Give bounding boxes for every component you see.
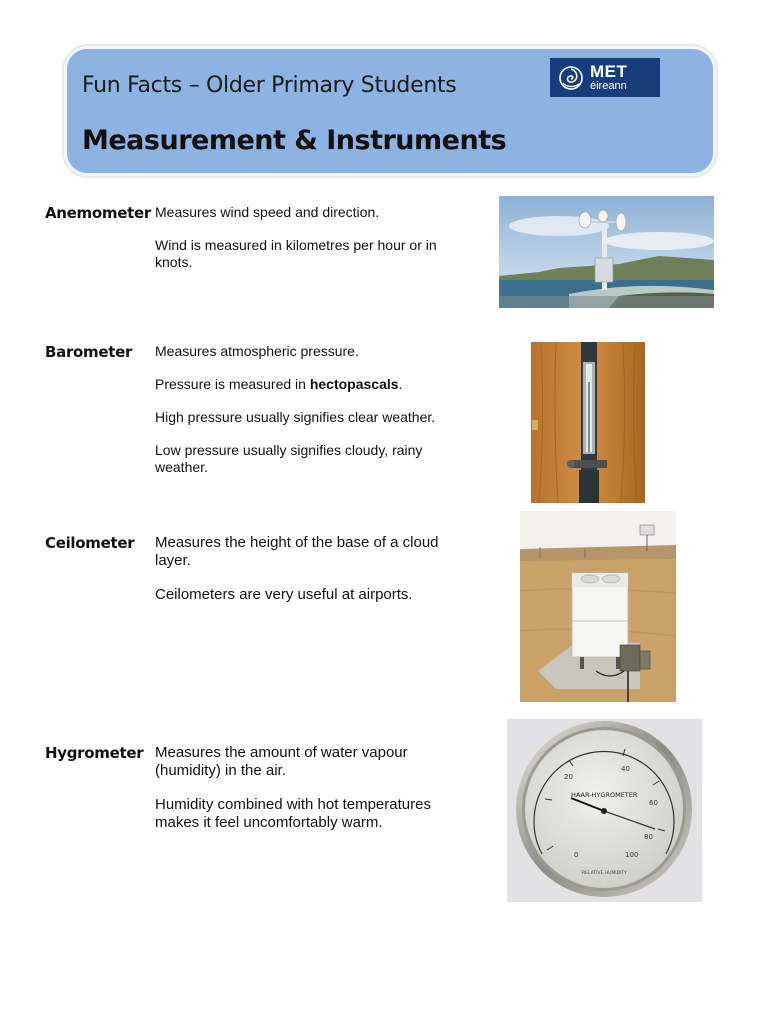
dial-bottom-text: RELATIVE HUMIDITY bbox=[582, 871, 627, 876]
hygrometer-photo bbox=[507, 719, 702, 902]
dial-label-40: 40 bbox=[621, 765, 630, 773]
dial-label-60: 60 bbox=[649, 799, 658, 807]
fact-text: Measures the height of the base of a cloud layer. bbox=[155, 534, 439, 569]
anemometer-photo bbox=[499, 196, 714, 308]
page-subtitle: Fun Facts – Older Primary Students bbox=[82, 73, 457, 98]
logo-text-main: MET bbox=[590, 62, 628, 81]
fact-text: Measures atmospheric pressure. bbox=[155, 343, 359, 359]
dial-label-100: 100 bbox=[625, 851, 639, 859]
instrument-description-ceilometer bbox=[155, 534, 465, 620]
instrument-label-anemometer: Anemometer bbox=[45, 204, 151, 222]
instrument-label-hygrometer: Hygrometer bbox=[45, 744, 144, 762]
fact-text: Measures the amount of water vapour (humidity) in the air. bbox=[155, 744, 408, 779]
dial-label-80: 80 bbox=[644, 833, 653, 841]
swirl-icon bbox=[558, 65, 584, 91]
barometer-photo bbox=[531, 342, 645, 503]
fact-text: Humidity combined with hot temperatures makes it feel uncomfortably warm. bbox=[155, 796, 431, 831]
met-eireann-logo bbox=[550, 58, 660, 97]
dial-label-0: 0 bbox=[574, 851, 579, 859]
fact-text: Pressure is measured in bbox=[155, 376, 310, 392]
dial-brand-text: HAAR-HYGROMETER bbox=[571, 791, 638, 799]
instrument-description-anemometer bbox=[155, 204, 465, 287]
instrument-label-barometer: Barometer bbox=[45, 343, 133, 361]
fact-text: Wind is measured in kilometres per hour or in knots. bbox=[155, 237, 437, 270]
fact-text: High pressure usually signifies clear weather. bbox=[155, 409, 436, 425]
fact-text-with-emphasis bbox=[155, 376, 465, 393]
fact-text: Measures wind speed and direction. bbox=[155, 204, 380, 220]
fact-text: Low pressure usually signifies cloudy, rainy weather. bbox=[155, 442, 423, 475]
instrument-description-hygrometer bbox=[155, 744, 465, 848]
instrument-description-barometer bbox=[155, 343, 465, 492]
logo-text-sub: éireann bbox=[590, 80, 627, 92]
instrument-label-ceilometer: Ceilometer bbox=[45, 534, 135, 552]
fact-text: . bbox=[398, 376, 403, 392]
dial-label-20: 20 bbox=[564, 773, 573, 781]
fact-text: Ceilometers are very useful at airports. bbox=[155, 586, 413, 603]
fact-emphasis: hectopascals bbox=[309, 376, 399, 392]
page-title: Measurement & Instruments bbox=[82, 125, 507, 156]
ceilometer-photo bbox=[520, 511, 676, 702]
